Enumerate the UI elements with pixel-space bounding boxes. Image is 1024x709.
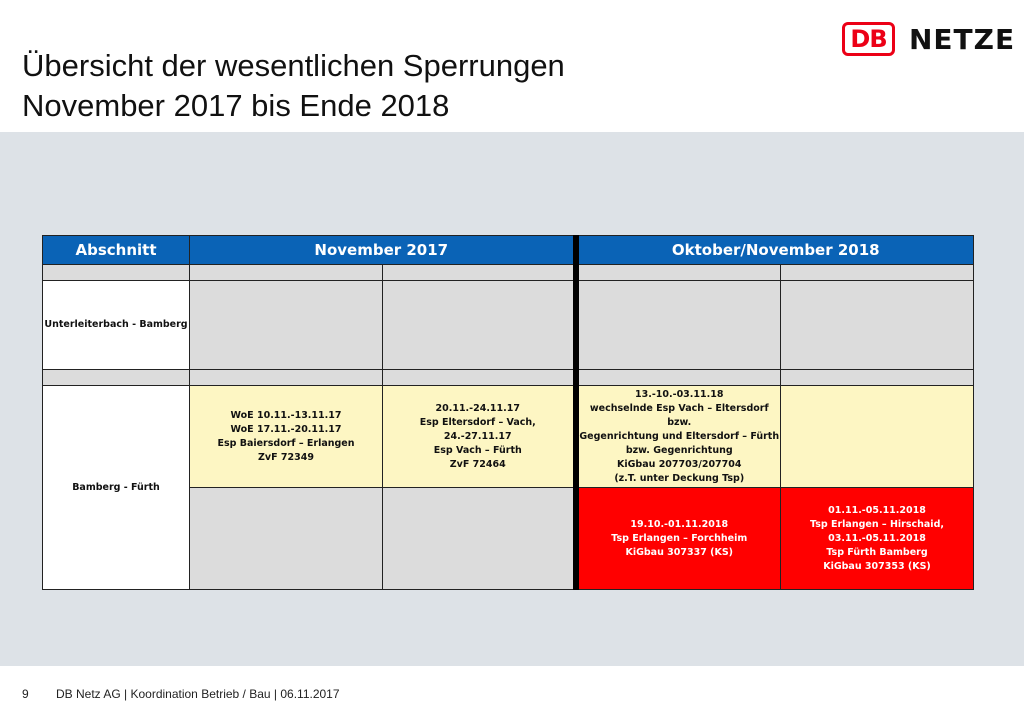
table-cell [576,265,781,281]
closure-line: WoE 10.11.-13.11.17 [230,409,342,421]
closure-line: 20.11.-24.11.17 [435,402,520,414]
closure-line: Tsp Fürth Bamberg [826,546,928,558]
spacer-row [43,370,974,386]
table-cell [190,488,383,590]
closure-line: 01.11.-05.11.2018 [828,504,926,516]
table-cell [781,281,974,370]
page-title [22,46,565,126]
closure-cell-nov-b [383,386,576,488]
closure-line: 03.11.-05.11.2018 [828,532,926,544]
closure-cell-nov-a [190,386,383,488]
closures-table [42,235,974,590]
spacer-row [43,265,974,281]
table-cell [781,386,974,488]
closure-cell-red-a [576,488,781,590]
closure-line: bzw. Gegenrichtung [625,444,733,456]
table-cell [43,370,190,386]
closure-line: Esp Vach – Fürth [433,444,522,456]
closure-line: (z.T. unter Deckung Tsp) [614,472,745,484]
closure-line: Tsp Erlangen – Forchheim [611,532,748,544]
db-logo: DB [842,22,895,56]
netze-wordmark: NETZE [909,22,1016,56]
closure-line: WoE 17.11.-20.11.17 [230,423,342,435]
table-cell [383,488,576,590]
table-cell [190,281,383,370]
table-cell [190,265,383,281]
closure-line: wechselnde Esp Vach – Eltersdorf bzw. [589,402,769,428]
footer-text: DB Netz AG | Koordination Betrieb / Bau | 06.11.2017 [56,687,340,701]
table-cell [383,265,576,281]
closure-line: 13.-10.-03.11.18 [635,388,724,400]
page-number: 9 [22,687,29,701]
header-november-2017: November 2017 [190,236,576,265]
closure-line: 24.-27.11.17 [443,430,512,442]
table-cell [383,281,576,370]
closure-line: 19.10.-01.11.2018 [630,518,729,530]
closure-cell-okt-a [576,386,781,488]
section-bamberg-fuerth: Bamberg - Fürth [43,386,190,590]
section-unterleiterbach-bamberg: Unterleiterbach - Bamberg [43,281,190,370]
header-oktober-november-2018: Oktober/November 2018 [576,236,974,265]
closure-cell-red-b [781,488,974,590]
closure-line: Gegenrichtung und Eltersdorf – Fürth [579,430,780,442]
table-cell [576,370,781,386]
header-row [43,236,974,265]
title-line-1: Übersicht der wesentlichen Sperrungen [22,48,565,83]
table-cell [43,265,190,281]
closure-line: Esp Eltersdorf – Vach, [419,416,536,428]
table-cell [190,370,383,386]
footer [22,687,340,701]
table-cell [781,370,974,386]
closure-line: ZvF 72464 [449,458,506,470]
title-line-2: November 2017 bis Ende 2018 [22,88,450,123]
closure-line: ZvF 72349 [258,451,314,463]
table-cell [383,370,576,386]
closure-line: Tsp Erlangen – Hirschaid, [810,518,944,530]
table-cell [781,265,974,281]
closure-line: KiGbau 207703/207704 [617,458,742,470]
db-netze-logo [842,20,1015,58]
table-row [43,281,974,370]
closure-line: Esp Baiersdorf – Erlangen [217,437,355,449]
table-row [43,386,974,488]
closure-line: KiGbau 307337 (KS) [625,546,734,558]
header-abschnitt: Abschnitt [43,236,190,265]
closure-line: KiGbau 307353 (KS) [823,560,931,572]
table-cell [576,281,781,370]
